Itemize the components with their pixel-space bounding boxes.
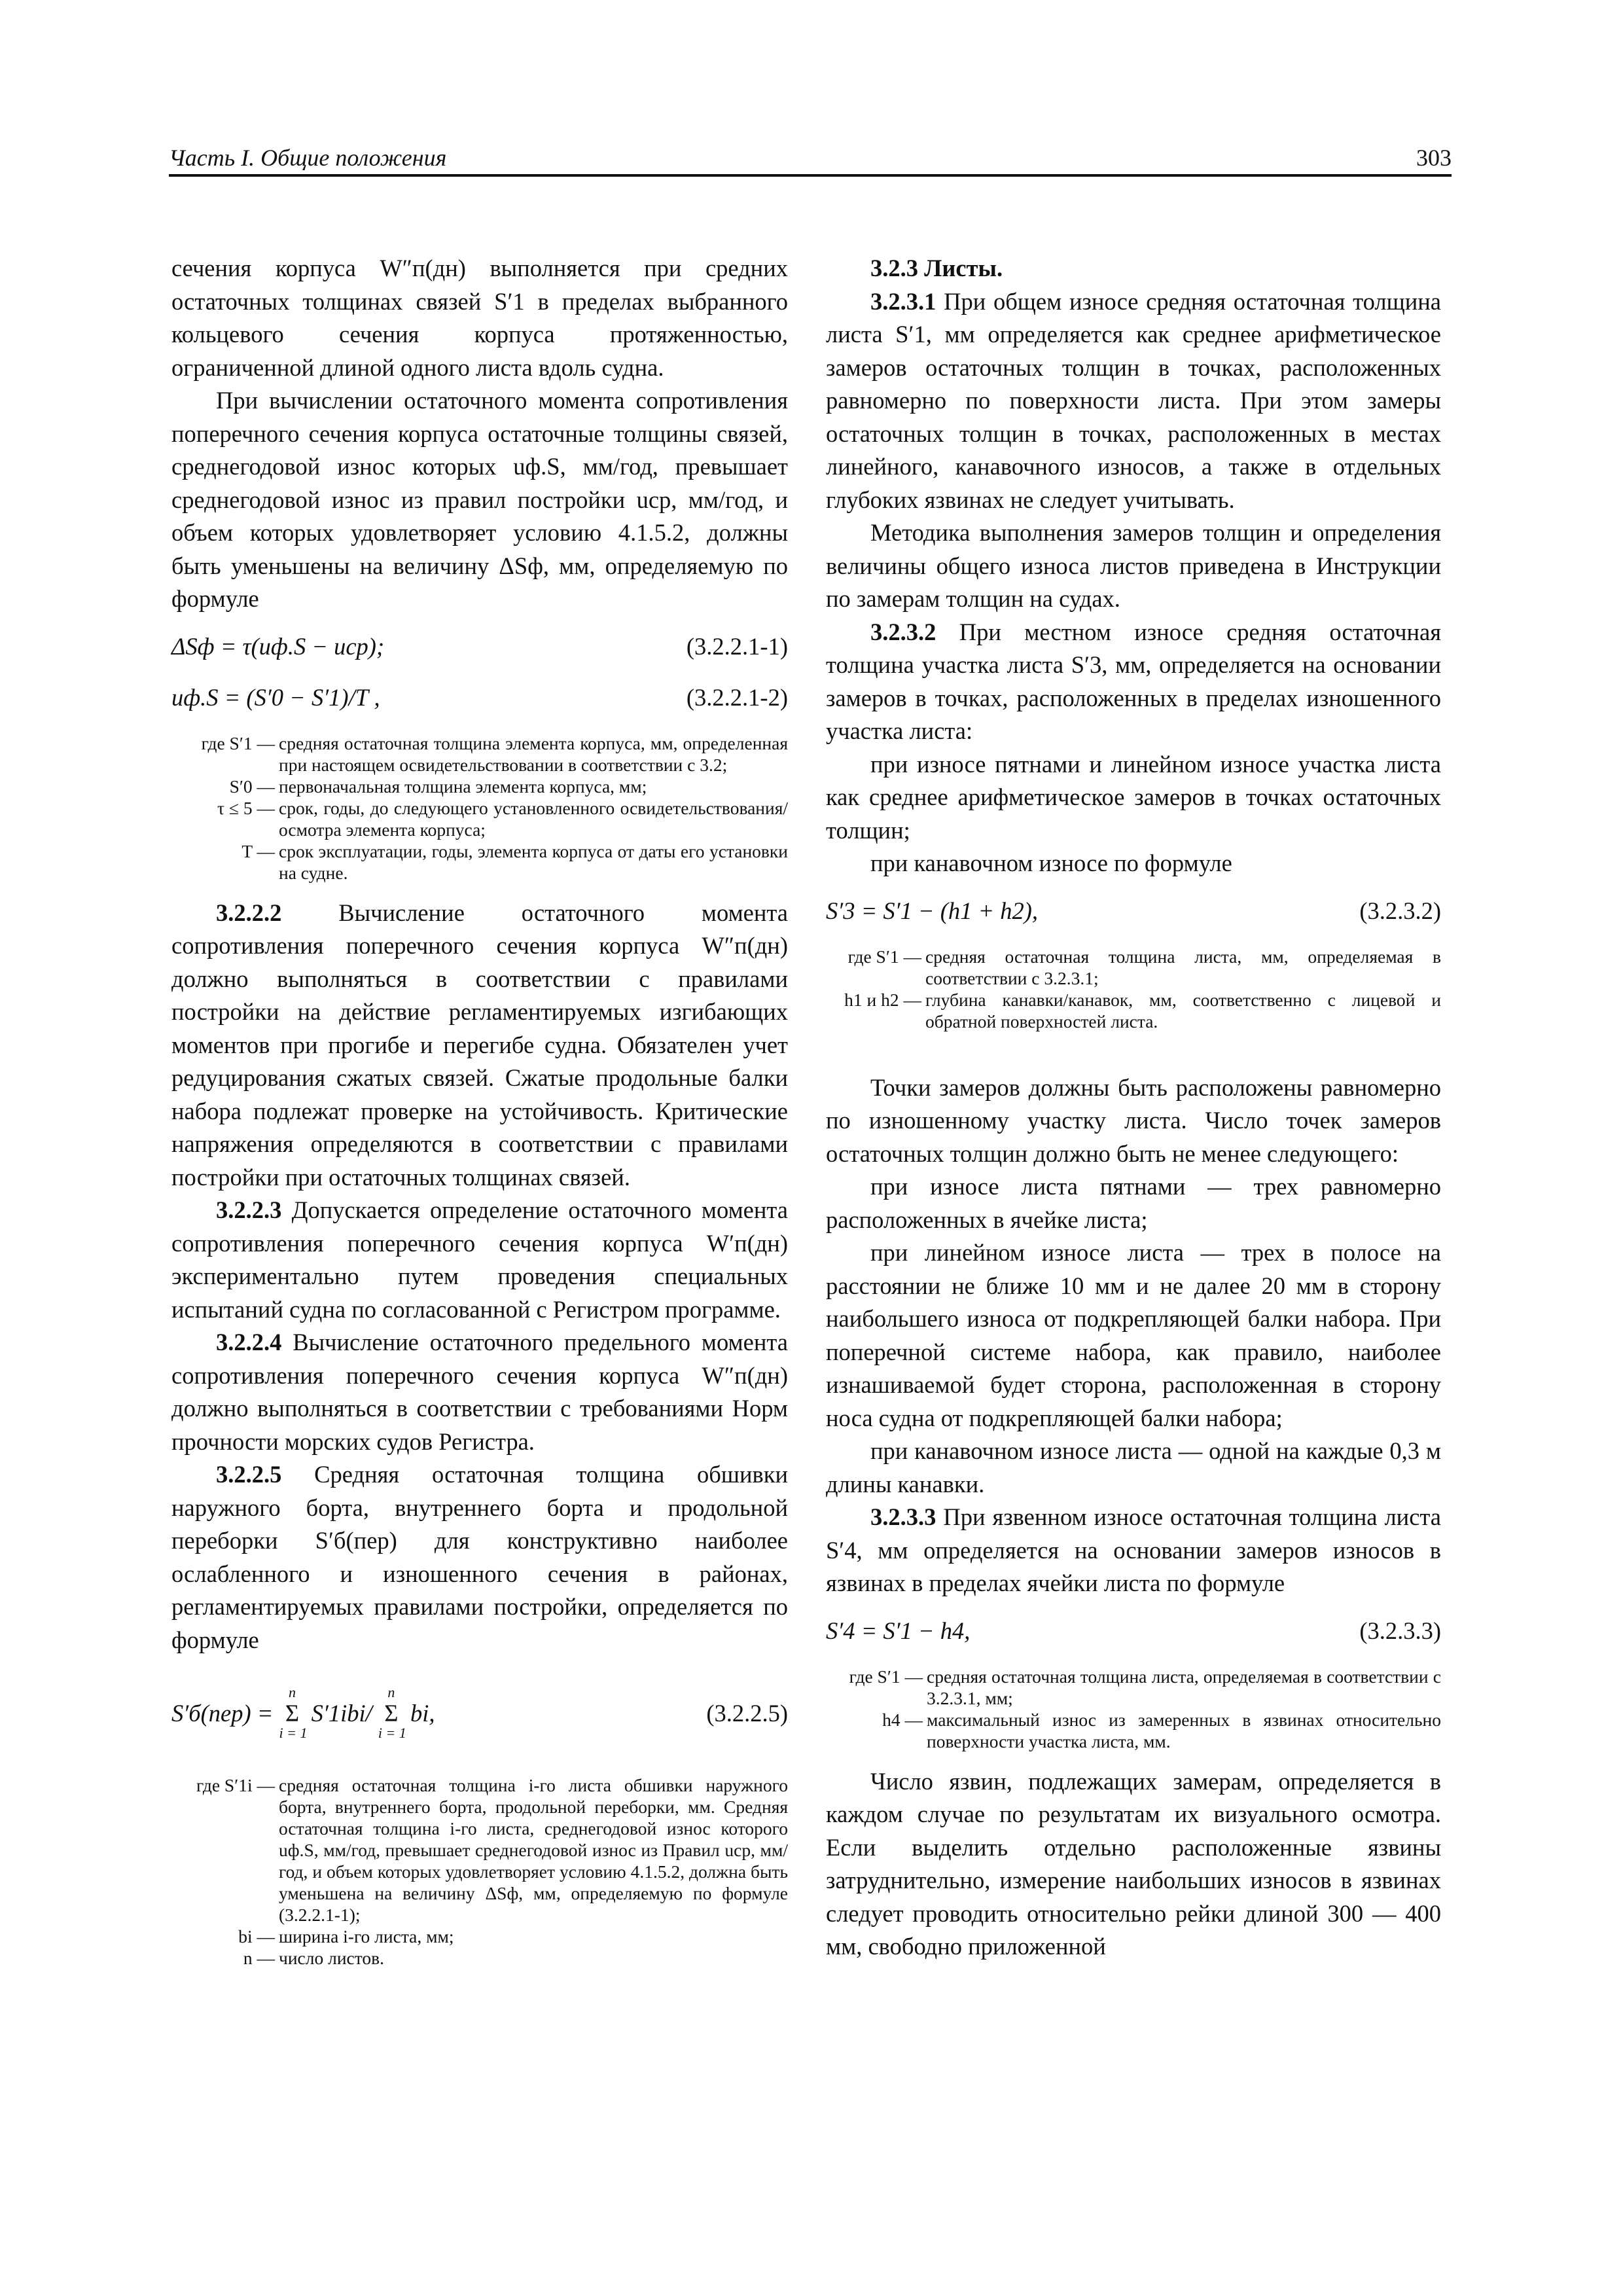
note-symbol: где S′1 — <box>201 732 275 753</box>
paragraph-3-2-2-4 <box>171 1326 788 1458</box>
formula-expression: uф.S = (S′0 − S′1)/T , <box>171 683 380 711</box>
paragraph-text: При местном износе средняя остаточная толщина участка листа S′3, мм, определяется на основании замеров в точках, расположенных в пределах изношенного участка листа: <box>826 618 1441 744</box>
section-number: 3.2.2.4 <box>216 1329 282 1355</box>
note-row <box>826 1709 1441 1752</box>
paragraph: при линейном износе листа — трех в полосе на расстоянии не ближе 10 мм и не далее 20 мм в сторону наибольшего износа от подкрепляющей балки набора. При поперечной системе набора, как правило, наиболее изнашиваемой будет сторона, расположенная в сторону носа судна от подкрепляющей балки набора; <box>826 1239 1441 1431</box>
note-symbol: n — <box>243 1948 275 1968</box>
note-text: средняя остаточная толщина i-го листа обшивки наружного борта, внутреннего борта, продольной переборки, мм. Средняя остаточная толщина i-го листа, среднегодовой износ которого uф.S, мм/год, превышает среднегодовой износ из Правил uср, мм/год, и объем которых удовлетворяет условию 4.1.5.2, должна быть уменьшена на величину ΔSф, мм, определяемую по формуле (3.2.2.1-1); <box>279 1775 788 1925</box>
note-text: средняя остаточная толщина листа, определяемая в соответствии с 3.2.3.1, мм; <box>927 1666 1441 1708</box>
note-row <box>826 946 1441 989</box>
paragraph: при износе пятнами и линейном износе участка листа как среднее арифметическое замеров в точках остаточных толщин; <box>826 750 1441 844</box>
paragraph-text: Допускается определение остаточного момента сопротивления поперечного сечения корпуса W′п(дн) экспериментально путем проведения специальных испытаний судна по согласованной с Регистром программе. <box>171 1196 788 1323</box>
note-symbol: τ ≤ 5 — <box>217 797 275 818</box>
note-text: средняя остаточная толщина элемента корпуса, мм, определенная при настоящем освидетельствовании в соответствии с 3.2; <box>279 732 788 775</box>
sum-sign: Σ <box>285 1700 300 1727</box>
formula-3-2-3-3 <box>826 1615 1441 1651</box>
formula-expression: S′3 = S′1 − (h1 + h2), <box>826 897 1039 924</box>
formula-expression: S′4 = S′1 − h4, <box>826 1617 971 1644</box>
spacer <box>826 1045 1441 1071</box>
formula-notes <box>171 1774 788 1969</box>
section-number: 3.2.2.2 <box>216 899 282 926</box>
paragraph-text: Средняя остаточная толщина обшивки наружного борта, внутреннего борта и продольной переборки S′б(пер) для конструктивно наиболее ослабленного и изношенного сечения в районах, регламентируемых правилами постройки, определяется по формуле <box>171 1461 788 1653</box>
note-symbol: где S′1 — <box>847 946 921 967</box>
note-row <box>171 732 788 776</box>
section-number: 3.2.2.5 <box>216 1461 282 1488</box>
paragraph-text: Вычисление остаточного предельного момента сопротивления поперечного сечения корпуса W″п(дн) должно выполняться в соответствии с требованиями Норм прочности морских судов Регистра. <box>171 1329 788 1455</box>
note-text: глубина канавки/канавок, мм, соответственно с лицевой и обратной поверхностей листа. <box>925 989 1441 1031</box>
section-number: 3.2.3.3 <box>870 1503 936 1530</box>
note-row <box>826 1666 1441 1709</box>
sum-upper-limit: n <box>387 1684 395 1700</box>
formula-3-2-2-1-1 <box>171 630 788 667</box>
note-text: число листов. <box>279 1948 385 1968</box>
paragraph: Число язвин, подлежащих замерам, определяется в каждом случае по результатам их визуального осмотра. Если выделить отдельно расположенные язвины затруднительно, измерение наибольших износов в язвинах следует проводить относительно рейки длиной 300 — 400 мм, свободно приложенной <box>826 1767 1441 1960</box>
paragraph: при канавочном износе листа — одной на каждые 0,3 м длины канавки. <box>826 1437 1441 1498</box>
section-number: 3.2.3.2 <box>870 618 936 645</box>
sum-lower-limit: i = 1 <box>378 1725 406 1741</box>
formula-number: (3.2.3.2) <box>1359 897 1441 924</box>
section-heading: 3.2.3 Листы. <box>870 255 1003 281</box>
paragraph: при канавочном износе по формуле <box>870 850 1232 876</box>
formula-3-2-3-2 <box>826 895 1441 931</box>
page-header <box>169 143 1452 177</box>
note-symbol: h4 — <box>882 1709 923 1730</box>
paragraph-3-2-2-2 <box>171 897 788 1194</box>
sum-symbol <box>378 1684 406 1741</box>
sum-sign: Σ <box>384 1700 399 1727</box>
note-text: первоначальная толщина элемента корпуса, мм; <box>279 776 647 797</box>
paragraph-3-2-2-5 <box>171 1458 788 1657</box>
paragraph: сечения корпуса W″п(дн) выполняется при средних остаточных толщинах связей S′1 в пределах выбранного кольцевого сечения корпуса протяженностью, ограниченной длиной одного листа вдоль судна. <box>171 255 788 381</box>
note-symbol: h1 и h2 — <box>844 989 921 1010</box>
formula-middle: S′1ibi/ <box>311 1700 372 1727</box>
formula-number: (3.2.3.3) <box>1359 1617 1441 1644</box>
formula-lhs: S′б(пер) = <box>171 1700 274 1727</box>
left-column <box>171 252 788 1982</box>
formula-3-2-2-1-2 <box>171 681 788 718</box>
paragraph-3-2-2-3 <box>171 1194 788 1326</box>
paragraph: При вычислении остаточного момента сопротивления поперечного сечения корпуса остаточные толщины связей, среднегодовой износ которых uф.S, мм/год, превышает среднегодовой износ из правил постройки uср, мм/год, и объем которых удовлетворяет условию 4.1.5.2, должны быть уменьшены на величину ΔSф, мм, определяемую по формуле <box>171 387 788 612</box>
note-text: ширина i-го листа, мм; <box>279 1926 454 1946</box>
note-row <box>171 1947 788 1969</box>
note-text: максимальный износ из замеренных в язвинах относительно поверхности участка листа, мм. <box>927 1709 1441 1751</box>
sum-upper-limit: n <box>288 1684 296 1700</box>
note-row <box>826 989 1441 1032</box>
note-row <box>171 1774 788 1926</box>
note-text: срок, годы, до следующего установленного освидетельствования/осмотра элемента корпуса; <box>279 797 788 840</box>
note-row <box>171 1926 788 1947</box>
paragraph: Методика выполнения замеров толщин и определения величины общего износа листов приведена в Инструкции по замерам толщин на судах. <box>826 519 1441 612</box>
note-row <box>171 776 788 797</box>
section-number: 3.2.2.3 <box>216 1196 282 1223</box>
sum-symbol <box>279 1684 308 1741</box>
paragraph: при износе листа пятнами — трех равномерно расположенных в ячейке листа; <box>826 1173 1441 1233</box>
section-number: 3.2.3.1 <box>870 287 936 315</box>
header-title: Часть I. Общие положения <box>169 145 447 171</box>
note-symbol: S′0 — <box>229 776 275 797</box>
note-symbol: T — <box>241 840 275 861</box>
formula-end: bi, <box>410 1700 435 1727</box>
paragraph-text: При язвенном износе остаточная толщина листа S′4, мм определяется на основании замеров износов в язвинах в пределах ячейки листа по формуле <box>826 1503 1441 1596</box>
paragraph: Точки замеров должны быть расположены равномерно по изношенному участку листа. Число точек замеров остаточных толщин должно быть не менее следующего: <box>826 1073 1441 1167</box>
paragraph-3-2-3-3 <box>826 1501 1441 1600</box>
note-symbol: где S′1 — <box>849 1666 923 1687</box>
paragraph-text: При общем износе средняя остаточная толщина листа S′1, мм определяется как среднее арифметическое замеров остаточных толщин в точках, расположенных равномерно по поверхности листа. При этом замеры остаточных толщин в точках, расположенных в местах линейного, канавочного износов, а также в отдельных глубоких язвинах не следует учитывать. <box>826 287 1441 513</box>
formula-number: (3.2.2.1-2) <box>686 683 788 711</box>
formula-expression <box>171 1684 435 1741</box>
right-column <box>826 252 1441 1964</box>
note-symbol: bi — <box>238 1926 275 1946</box>
note-row <box>171 840 788 884</box>
note-text: средняя остаточная толщина листа, мм, определяемая в соответствии с 3.2.3.1; <box>925 946 1441 988</box>
formula-expression: ΔSф = τ(uф.S − uср); <box>171 632 385 660</box>
formula-notes <box>826 946 1441 1032</box>
page-number: 303 <box>1416 145 1452 171</box>
formula-number: (3.2.2.1-1) <box>686 632 788 660</box>
note-symbol: где S′1i — <box>196 1775 275 1795</box>
paragraph-3-2-3-2 <box>826 616 1441 748</box>
note-text: срок эксплуатации, годы, элемента корпуса от даты его установки на судне. <box>279 840 788 883</box>
formula-notes <box>171 732 788 884</box>
sum-lower-limit: i = 1 <box>279 1725 308 1741</box>
paragraph-3-2-3-1 <box>826 285 1441 517</box>
formula-3-2-2-5 <box>171 1683 788 1748</box>
note-row <box>171 797 788 840</box>
paragraph-text: Вычисление остаточного момента сопротивления поперечного сечения корпуса W″п(дн) должно выполняться в соответствии с правилами постройки на действие регламентируемых изгибающих моментов при прогибе и перегибе судна. Обязателен учет редуцирования сжатых связей. Сжатые продольные балки набора подлежат проверке на устойчивость. Критические напряжения определяются в соответствии с правилами постройки при остаточных толщинах связей. <box>171 899 788 1191</box>
formula-number: (3.2.2.5) <box>706 1700 788 1727</box>
formula-notes <box>826 1666 1441 1752</box>
